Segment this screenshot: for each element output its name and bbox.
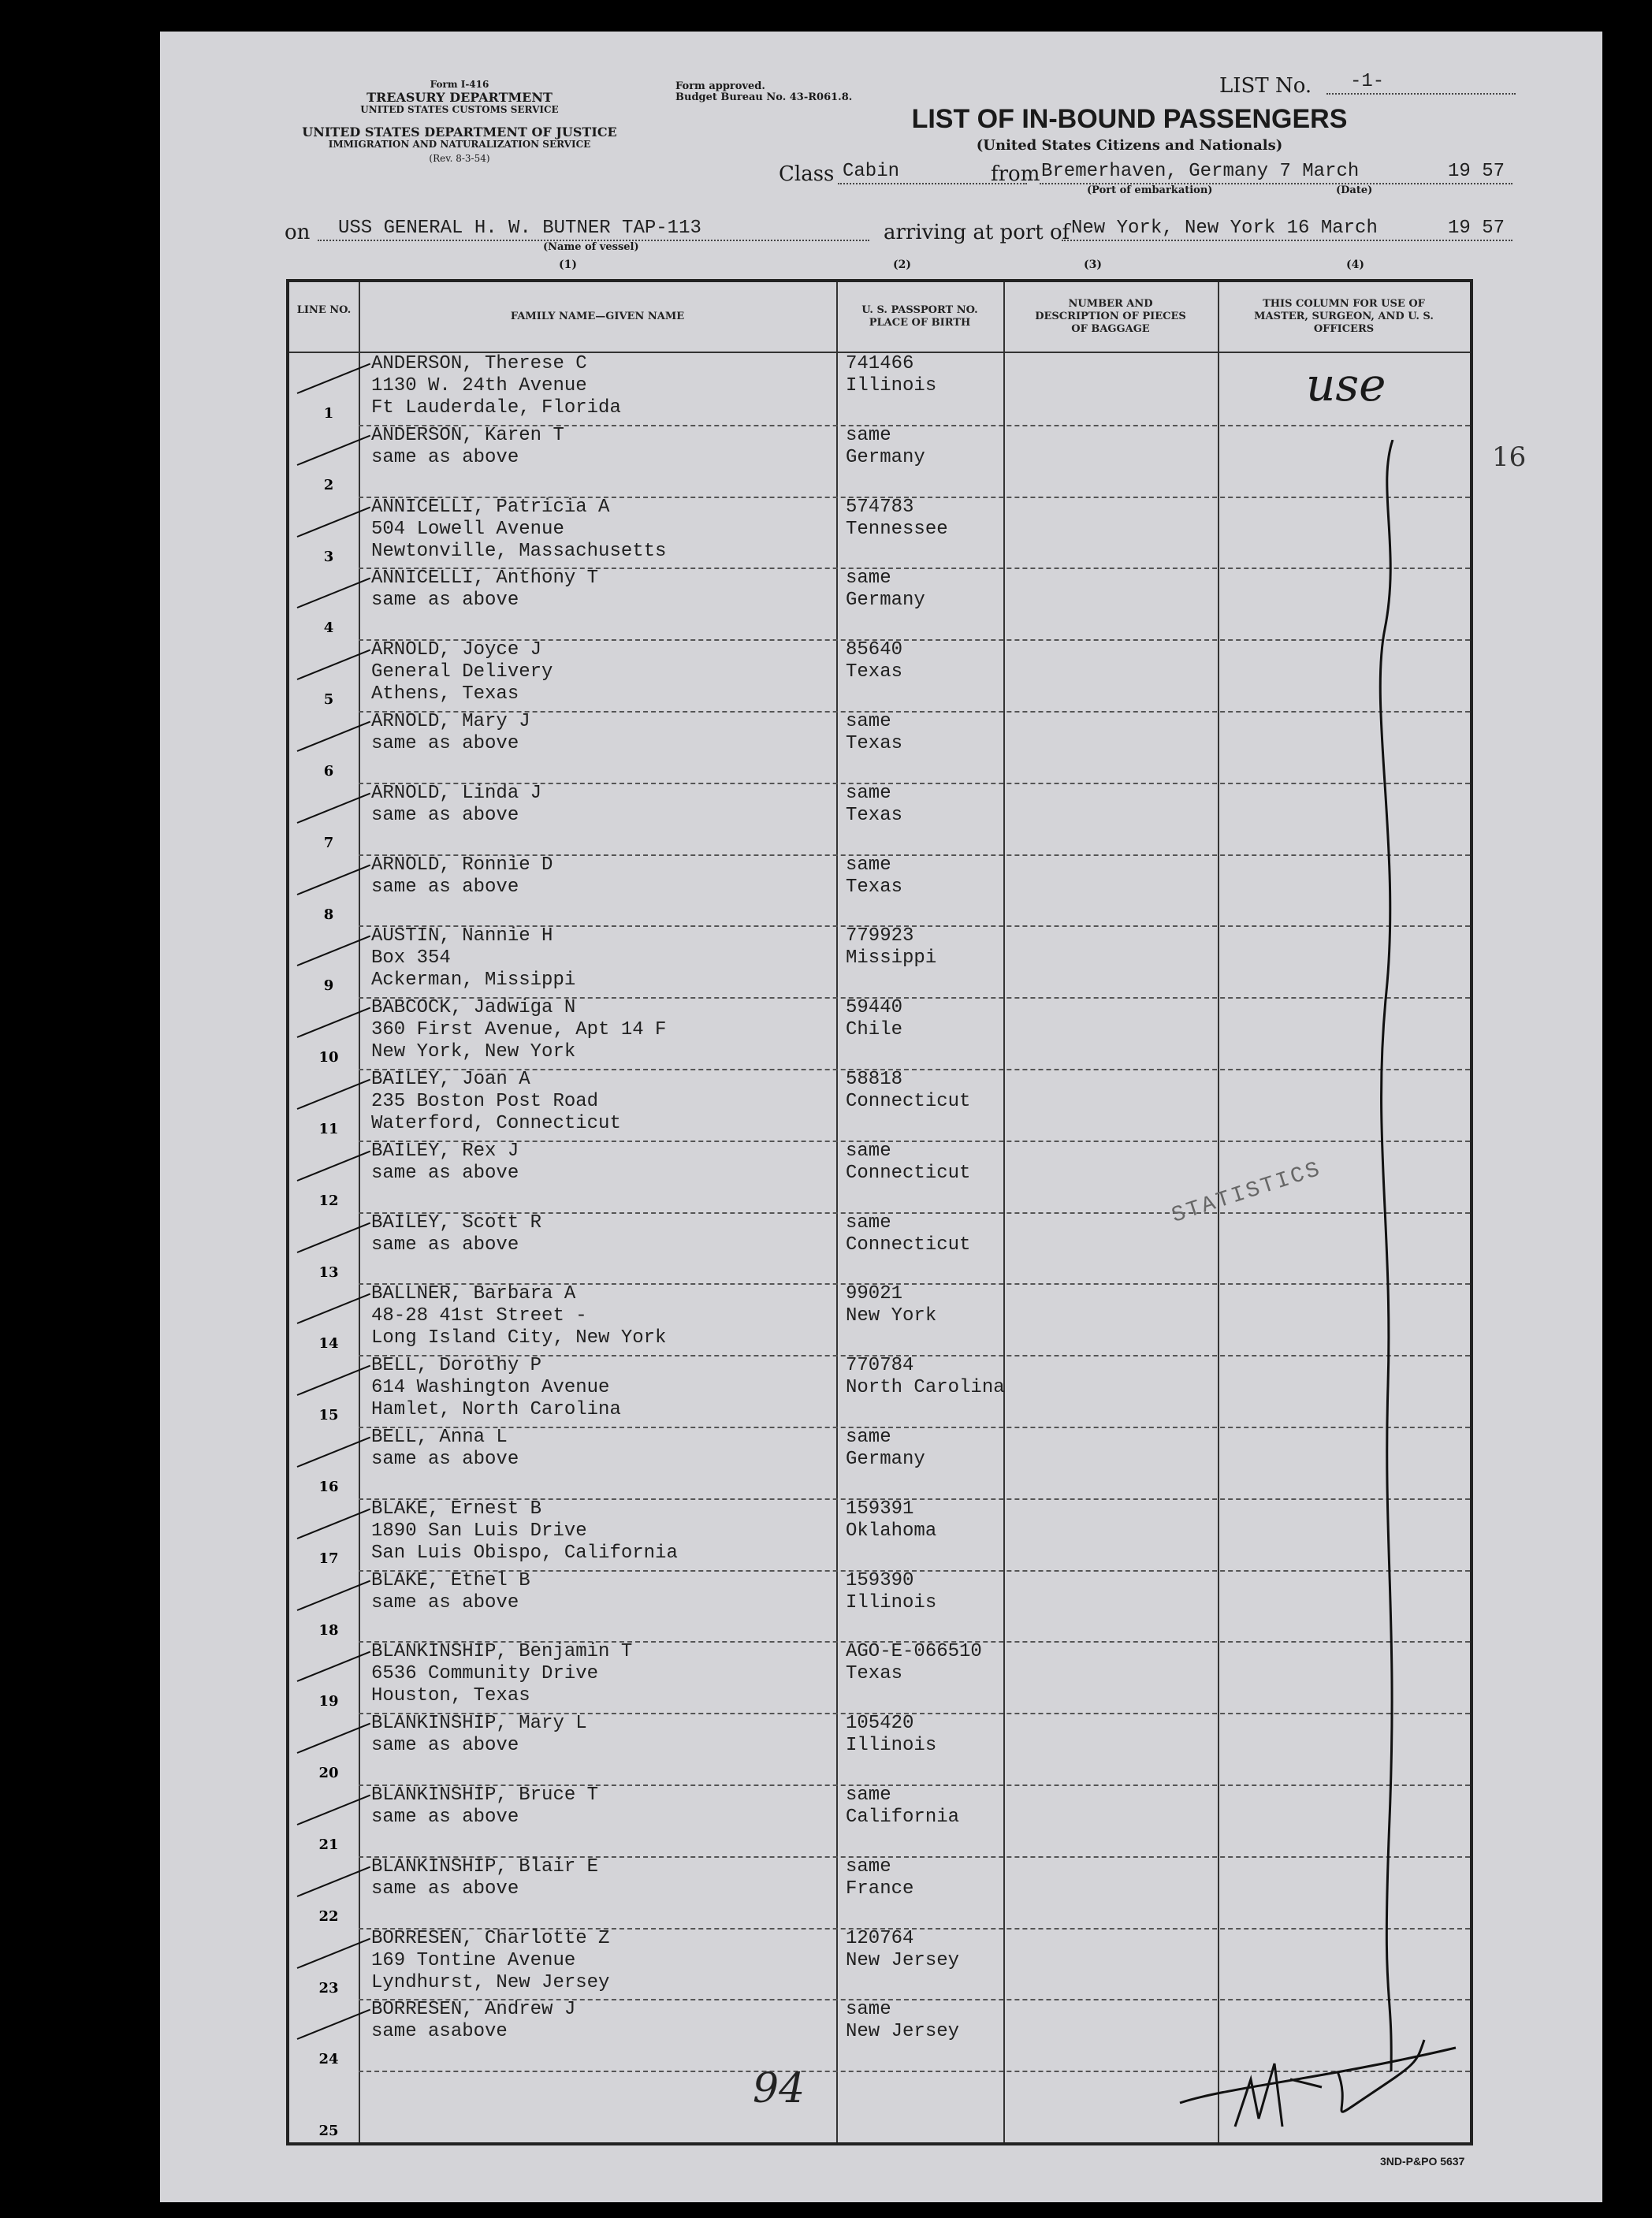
place-of-birth: New Jersey bbox=[846, 2021, 960, 2043]
passenger-name-address bbox=[371, 353, 621, 419]
column-number-3: (3) bbox=[1084, 259, 1102, 271]
passenger-address-line: Waterford, Connecticut bbox=[371, 1113, 621, 1134]
header-baggage: NUMBER AND DESCRIPTION OF PIECES OF BAGGAGE bbox=[1035, 298, 1186, 335]
list-no-value: -1- bbox=[1350, 71, 1385, 92]
passenger-address-line: 48-28 41st Street - bbox=[371, 1305, 587, 1327]
passenger-name-address bbox=[371, 497, 666, 563]
passenger-name-address bbox=[371, 711, 530, 755]
passport-birthplace bbox=[846, 1355, 1005, 1399]
passenger-address-line: Hamlet, North Carolina bbox=[371, 1399, 621, 1421]
check-mark bbox=[297, 936, 370, 966]
officer-vertical-line bbox=[1369, 440, 1416, 2071]
passport-birthplace bbox=[846, 1283, 936, 1327]
place-of-birth: Texas bbox=[846, 733, 903, 754]
place-of-birth: France bbox=[846, 1877, 914, 1900]
passenger-name-address bbox=[371, 1999, 575, 2043]
passenger-name: ANNICELLI, Patricia A bbox=[371, 496, 610, 518]
passenger-name: BELL, Dorothy P bbox=[371, 1355, 542, 1377]
passenger-table bbox=[286, 279, 1473, 2145]
embarkation-port-date: Bremerhaven, Germany 7 March bbox=[1041, 161, 1360, 182]
table-row bbox=[289, 568, 1470, 639]
table-row bbox=[289, 497, 1470, 568]
line-number: 10 bbox=[318, 1049, 339, 1066]
passenger-name-address bbox=[371, 1141, 519, 1185]
table-row bbox=[289, 353, 1470, 425]
passport-number: 58818 bbox=[846, 1069, 903, 1090]
line-number: 20 bbox=[318, 1765, 339, 1782]
officer-mark: use bbox=[1306, 358, 1386, 411]
form-approved: Form approved. bbox=[675, 80, 765, 92]
passport-birthplace bbox=[846, 353, 936, 397]
table-row bbox=[289, 1355, 1470, 1427]
list-no-underline bbox=[1326, 93, 1516, 95]
line-number: 25 bbox=[318, 2123, 339, 2140]
passenger-name: BABCOCK, Jadwiga N bbox=[371, 997, 576, 1019]
table-row bbox=[289, 854, 1470, 926]
arrival-year: 19 57 bbox=[1448, 218, 1505, 239]
table-row bbox=[289, 1212, 1470, 1284]
check-mark bbox=[297, 1437, 370, 1468]
line-number: 8 bbox=[323, 906, 334, 923]
passport-number: 159390 bbox=[846, 1569, 914, 1591]
passenger-name: BAILEY, Joan A bbox=[371, 1069, 530, 1090]
passenger-name-address bbox=[371, 1784, 598, 1829]
passenger-address-line: Newtonville, Massachusetts bbox=[371, 540, 667, 562]
page-title: LIST OF IN-BOUND PASSENGERS bbox=[911, 104, 1348, 134]
passenger-address-line: same as above bbox=[371, 1162, 519, 1184]
passport-number: same bbox=[846, 1427, 891, 1448]
table-row bbox=[289, 1069, 1470, 1141]
port-of-embarkation-caption: (Port of embarkation) bbox=[1087, 184, 1213, 196]
place-of-birth: New Jersey bbox=[846, 1949, 960, 1971]
check-mark bbox=[297, 1150, 370, 1181]
passenger-address-line: Lyndhurst, New Jersey bbox=[371, 1971, 610, 1993]
table-row bbox=[289, 1713, 1470, 1784]
passport-number: same bbox=[846, 1784, 891, 1806]
passenger-address-line: 360 First Avenue, Apt 14 F bbox=[371, 1019, 667, 1041]
department-of-justice: UNITED STATES DEPARTMENT OF JUSTICE bbox=[302, 125, 617, 140]
header-family-name: FAMILY NAME—GIVEN NAME bbox=[510, 311, 685, 322]
passport-birthplace bbox=[846, 1069, 970, 1113]
passenger-name-address bbox=[371, 1856, 598, 1900]
place-of-birth: Connecticut bbox=[846, 1091, 971, 1112]
passport-birthplace bbox=[846, 1856, 913, 1900]
line-number: 4 bbox=[323, 620, 334, 637]
check-mark bbox=[297, 864, 370, 895]
header-officers: THIS COLUMN FOR USE OF MASTER, SURGEON, AND U. S. OFFICERS bbox=[1254, 298, 1434, 335]
table-row bbox=[289, 1928, 1470, 2000]
passenger-address-line: same as above bbox=[371, 1449, 519, 1470]
passport-birthplace bbox=[846, 1928, 959, 1972]
table-row bbox=[289, 1570, 1470, 1642]
passport-birthplace bbox=[846, 1570, 936, 1614]
passport-birthplace bbox=[846, 711, 902, 755]
on-label: on bbox=[285, 221, 311, 244]
passport-number: 59440 bbox=[846, 997, 903, 1019]
header-passport: U. S. PASSPORT NO. PLACE OF BIRTH bbox=[861, 304, 978, 329]
passenger-name: BORRESEN, Charlotte Z bbox=[371, 1927, 610, 1949]
passenger-address-line: General Delivery bbox=[371, 661, 553, 683]
passport-birthplace bbox=[846, 854, 902, 899]
passenger-name-address bbox=[371, 1212, 541, 1256]
passport-birthplace bbox=[846, 639, 902, 683]
passenger-name-address bbox=[371, 425, 564, 469]
embarkation-year: 19 57 bbox=[1448, 161, 1505, 182]
passenger-name: BLANKINSHIP, Mary L bbox=[371, 1713, 587, 1735]
passenger-address-line: Box 354 bbox=[371, 947, 451, 969]
count-mark: 16 bbox=[1492, 441, 1527, 473]
place-of-birth: California bbox=[846, 1807, 960, 1828]
check-mark bbox=[297, 2009, 370, 2040]
check-mark bbox=[297, 1365, 370, 1396]
passenger-address-line: 614 Washington Avenue bbox=[371, 1377, 610, 1399]
line-number: 3 bbox=[323, 548, 334, 565]
passport-number: same bbox=[846, 1855, 891, 1877]
passport-birthplace bbox=[846, 1784, 959, 1829]
passenger-name: BAILEY, Scott R bbox=[371, 1211, 542, 1234]
passenger-name: BALLNER, Barbara A bbox=[371, 1283, 576, 1305]
passenger-address-line: San Luis Obispo, California bbox=[371, 1542, 678, 1564]
passenger-name: ARNOLD, Ronnie D bbox=[371, 854, 553, 876]
check-mark bbox=[297, 1866, 370, 1896]
passenger-address-line: same as above bbox=[371, 1807, 519, 1828]
passenger-address-line: same as above bbox=[371, 1877, 519, 1900]
line-number: 14 bbox=[318, 1335, 339, 1353]
table-row bbox=[289, 1641, 1470, 1713]
place-of-birth: Chile bbox=[846, 1019, 903, 1041]
passenger-name-address bbox=[371, 783, 541, 827]
table-row bbox=[289, 1856, 1470, 1928]
check-mark bbox=[297, 1007, 370, 1038]
check-mark bbox=[297, 1222, 370, 1252]
passenger-address-line: New York, New York bbox=[371, 1041, 576, 1063]
passenger-name-address bbox=[371, 1498, 678, 1565]
passport-birthplace bbox=[846, 1427, 925, 1471]
passenger-address-line: 1130 W. 24th Avenue bbox=[371, 375, 587, 396]
passenger-name: BLANKINSHIP, Blair E bbox=[371, 1855, 599, 1877]
arriving-label: arriving at port of bbox=[884, 221, 1070, 244]
passenger-address-line: 235 Boston Post Road bbox=[371, 1091, 599, 1112]
passenger-name: ANNICELLI, Anthony T bbox=[371, 568, 599, 590]
table-row bbox=[289, 1283, 1470, 1355]
passenger-address-line: Houston, Texas bbox=[371, 1685, 530, 1707]
table-row bbox=[289, 1784, 1470, 1856]
table-row bbox=[289, 997, 1470, 1069]
line-number: 6 bbox=[323, 763, 334, 780]
list-no-label: LIST No. bbox=[1219, 74, 1312, 98]
budget-bureau: Budget Bureau No. 43-R061.8. bbox=[675, 91, 853, 103]
check-mark bbox=[297, 434, 370, 465]
passenger-name-address bbox=[371, 1069, 621, 1135]
line-number: 13 bbox=[318, 1263, 339, 1281]
place-of-birth: New York bbox=[846, 1305, 937, 1327]
passenger-address-line: Ackerman, Missippi bbox=[371, 969, 576, 992]
line-number: 15 bbox=[318, 1407, 339, 1424]
line-number: 1 bbox=[323, 405, 334, 422]
bottom-mark: 94 bbox=[753, 2065, 806, 2112]
table-row bbox=[289, 1427, 1470, 1498]
place-of-birth: Illinois bbox=[846, 1591, 937, 1613]
check-mark bbox=[297, 1723, 370, 1754]
passenger-address-line: same asabove bbox=[371, 2021, 508, 2043]
place-of-birth: Connecticut bbox=[846, 1234, 971, 1256]
check-mark bbox=[297, 721, 370, 752]
passenger-address-line: same as above bbox=[371, 804, 519, 826]
passenger-address-line: same as above bbox=[371, 1735, 519, 1757]
passport-number: same bbox=[846, 424, 891, 446]
passenger-address-line: same as above bbox=[371, 1234, 519, 1256]
table-row bbox=[289, 1498, 1470, 1570]
place-of-birth: Illinois bbox=[846, 1735, 937, 1757]
passport-birthplace bbox=[846, 497, 948, 541]
passenger-address-line: Ft Lauderdale, Florida bbox=[371, 397, 621, 419]
passenger-name-address bbox=[371, 997, 666, 1063]
passport-birthplace bbox=[846, 783, 902, 827]
passport-birthplace bbox=[846, 1141, 970, 1185]
column-number-2: (2) bbox=[893, 259, 911, 271]
passport-number: 85640 bbox=[846, 639, 903, 661]
place-of-birth: Texas bbox=[846, 1663, 903, 1685]
check-mark bbox=[297, 578, 370, 608]
passenger-name: ANDERSON, Karen T bbox=[371, 424, 564, 446]
passport-number: same bbox=[846, 854, 891, 876]
passenger-name: BLAKE, Ethel B bbox=[371, 1569, 530, 1591]
check-mark bbox=[297, 1580, 370, 1610]
check-mark bbox=[297, 1795, 370, 1825]
passenger-list-page bbox=[160, 32, 1602, 2202]
place-of-birth: Oklahoma bbox=[846, 1520, 937, 1542]
line-number: 24 bbox=[318, 2051, 339, 2068]
passenger-name-address bbox=[371, 1713, 587, 1757]
page-subtitle: (United States Citizens and Nationals) bbox=[976, 137, 1283, 154]
place-of-birth: Missippi bbox=[846, 947, 937, 969]
place-of-birth: Connecticut bbox=[846, 1162, 971, 1184]
class-value: Cabin bbox=[843, 161, 900, 182]
passenger-address-line: 6536 Community Drive bbox=[371, 1663, 599, 1685]
place-of-birth: Texas bbox=[846, 661, 903, 683]
check-mark bbox=[297, 1937, 370, 1968]
passport-birthplace bbox=[846, 425, 925, 469]
passport-number: 99021 bbox=[846, 1283, 903, 1305]
line-number: 17 bbox=[318, 1550, 339, 1567]
passport-number: same bbox=[846, 782, 891, 804]
passport-birthplace bbox=[846, 1641, 982, 1685]
check-mark bbox=[297, 1293, 370, 1324]
line-number: 21 bbox=[318, 1837, 339, 1853]
passenger-name-address bbox=[371, 925, 575, 992]
column-number-1: (1) bbox=[559, 259, 577, 271]
place-of-birth: Germany bbox=[846, 1449, 925, 1470]
passport-birthplace bbox=[846, 997, 902, 1041]
passenger-name-address bbox=[371, 639, 553, 705]
place-of-birth: Illinois bbox=[846, 375, 937, 396]
passenger-name: ARNOLD, Mary J bbox=[371, 711, 530, 732]
vessel-name: USS GENERAL H. W. BUTNER TAP-113 bbox=[338, 218, 701, 239]
check-mark bbox=[297, 1508, 370, 1539]
line-number: 2 bbox=[323, 476, 334, 493]
line-number: 12 bbox=[318, 1192, 339, 1209]
line-number: 11 bbox=[318, 1121, 339, 1137]
passenger-address-line: Long Island City, New York bbox=[371, 1327, 667, 1349]
passport-number: 574783 bbox=[846, 496, 914, 518]
revision-date: (Rev. 8-3-54) bbox=[429, 153, 490, 164]
from-label: from bbox=[991, 162, 1040, 186]
place-of-birth: Texas bbox=[846, 876, 903, 898]
passenger-name: BORRESEN, Andrew J bbox=[371, 1999, 576, 2021]
header-line-no: LINE NO. bbox=[296, 304, 352, 316]
passenger-name: ARNOLD, Joyce J bbox=[371, 639, 542, 661]
passport-number: AGO-E-066510 bbox=[846, 1641, 982, 1663]
passenger-name-address bbox=[371, 1641, 632, 1707]
line-number: 23 bbox=[318, 1979, 339, 1997]
passenger-name: BLANKINSHIP, Bruce T bbox=[371, 1784, 599, 1806]
check-mark bbox=[297, 1079, 370, 1110]
passport-number: 779923 bbox=[846, 925, 914, 947]
line-number: 5 bbox=[323, 691, 334, 709]
check-mark bbox=[297, 1651, 370, 1682]
passenger-name: BAILEY, Rex J bbox=[371, 1140, 519, 1162]
arrival-port-date: New York, New York 16 March bbox=[1071, 218, 1378, 239]
officer-signature bbox=[1164, 2032, 1472, 2142]
date-caption: (Date) bbox=[1336, 184, 1373, 196]
passport-number: same bbox=[846, 1211, 891, 1234]
passenger-address-line: Athens, Texas bbox=[371, 683, 519, 705]
passenger-name-address bbox=[371, 568, 598, 612]
passenger-name-address bbox=[371, 1427, 519, 1471]
footer-print-code: 3ND-P&PO 5637 bbox=[1380, 2155, 1465, 2168]
passenger-address-line: 504 Lowell Avenue bbox=[371, 518, 564, 540]
passenger-address-line: 1890 San Luis Drive bbox=[371, 1520, 587, 1542]
table-row bbox=[289, 639, 1470, 711]
check-mark bbox=[297, 649, 370, 680]
table-row bbox=[289, 425, 1470, 497]
place-of-birth: Germany bbox=[846, 590, 925, 612]
passport-birthplace bbox=[846, 1498, 936, 1543]
passport-number: 120764 bbox=[846, 1927, 914, 1949]
passenger-name-address bbox=[371, 1570, 530, 1614]
passenger-address-line: 169 Tontine Avenue bbox=[371, 1949, 576, 1971]
passport-number: same bbox=[846, 711, 891, 732]
line-number: 18 bbox=[318, 1621, 339, 1639]
passenger-address-line: same as above bbox=[371, 1591, 519, 1613]
passport-number: 159391 bbox=[846, 1498, 914, 1520]
line-number: 22 bbox=[318, 1907, 339, 1925]
line-number: 16 bbox=[318, 1479, 339, 1495]
place-of-birth: Texas bbox=[846, 804, 903, 826]
treasury-department: TREASURY DEPARTMENT bbox=[366, 90, 553, 105]
passenger-address-line: same as above bbox=[371, 733, 519, 754]
line-number: 7 bbox=[323, 834, 334, 851]
passport-number: 105420 bbox=[846, 1713, 914, 1735]
table-row bbox=[289, 711, 1470, 783]
passenger-name: AUSTIN, Nannie H bbox=[371, 925, 553, 947]
passenger-name-address bbox=[371, 1928, 609, 1994]
passenger-name-address bbox=[371, 854, 553, 899]
table-row bbox=[289, 783, 1470, 854]
passport-birthplace bbox=[846, 925, 936, 969]
check-mark bbox=[297, 363, 370, 394]
passport-birthplace bbox=[846, 568, 925, 612]
column-number-4: (4) bbox=[1346, 259, 1364, 271]
passport-number: 770784 bbox=[846, 1355, 914, 1377]
passport-birthplace bbox=[846, 1999, 959, 2043]
form-number: Form I-416 bbox=[430, 79, 489, 90]
passenger-name: ARNOLD, Linda J bbox=[371, 782, 542, 804]
line-number: 19 bbox=[318, 1693, 339, 1710]
passenger-name: BLANKINSHIP, Benjamin T bbox=[371, 1641, 633, 1663]
class-label: Class bbox=[779, 162, 835, 186]
arrival-underline bbox=[1062, 240, 1512, 241]
passport-birthplace bbox=[846, 1713, 936, 1757]
check-mark bbox=[297, 506, 370, 537]
immigration-service: IMMIGRATION AND NATURALIZATION SERVICE bbox=[328, 139, 591, 150]
passenger-name-address bbox=[371, 1283, 666, 1349]
customs-service: UNITED STATES CUSTOMS SERVICE bbox=[360, 104, 559, 115]
place-of-birth: Germany bbox=[846, 446, 925, 468]
passenger-address-line: same as above bbox=[371, 876, 519, 898]
passport-number: same bbox=[846, 1999, 891, 2021]
passenger-name: BLAKE, Ernest B bbox=[371, 1498, 542, 1520]
passenger-name: BELL, Anna L bbox=[371, 1427, 508, 1448]
vessel-caption: (Name of vessel) bbox=[543, 241, 639, 253]
passenger-address-line: same as above bbox=[371, 446, 519, 468]
passenger-name: ANDERSON, Therese C bbox=[371, 353, 587, 374]
table-row bbox=[289, 925, 1470, 997]
passport-number: same bbox=[846, 568, 891, 590]
line-number: 9 bbox=[323, 977, 334, 995]
passenger-address-line: same as above bbox=[371, 590, 519, 612]
place-of-birth: Tennessee bbox=[846, 518, 948, 540]
passport-birthplace bbox=[846, 1212, 970, 1256]
passport-number: 741466 bbox=[846, 353, 914, 374]
passenger-name-address bbox=[371, 1355, 621, 1421]
check-mark bbox=[297, 792, 370, 823]
passport-number: same bbox=[846, 1140, 891, 1162]
place-of-birth: North Carolina bbox=[846, 1377, 1005, 1399]
statistics-stamp: STATISTICS bbox=[1169, 1157, 1325, 1229]
